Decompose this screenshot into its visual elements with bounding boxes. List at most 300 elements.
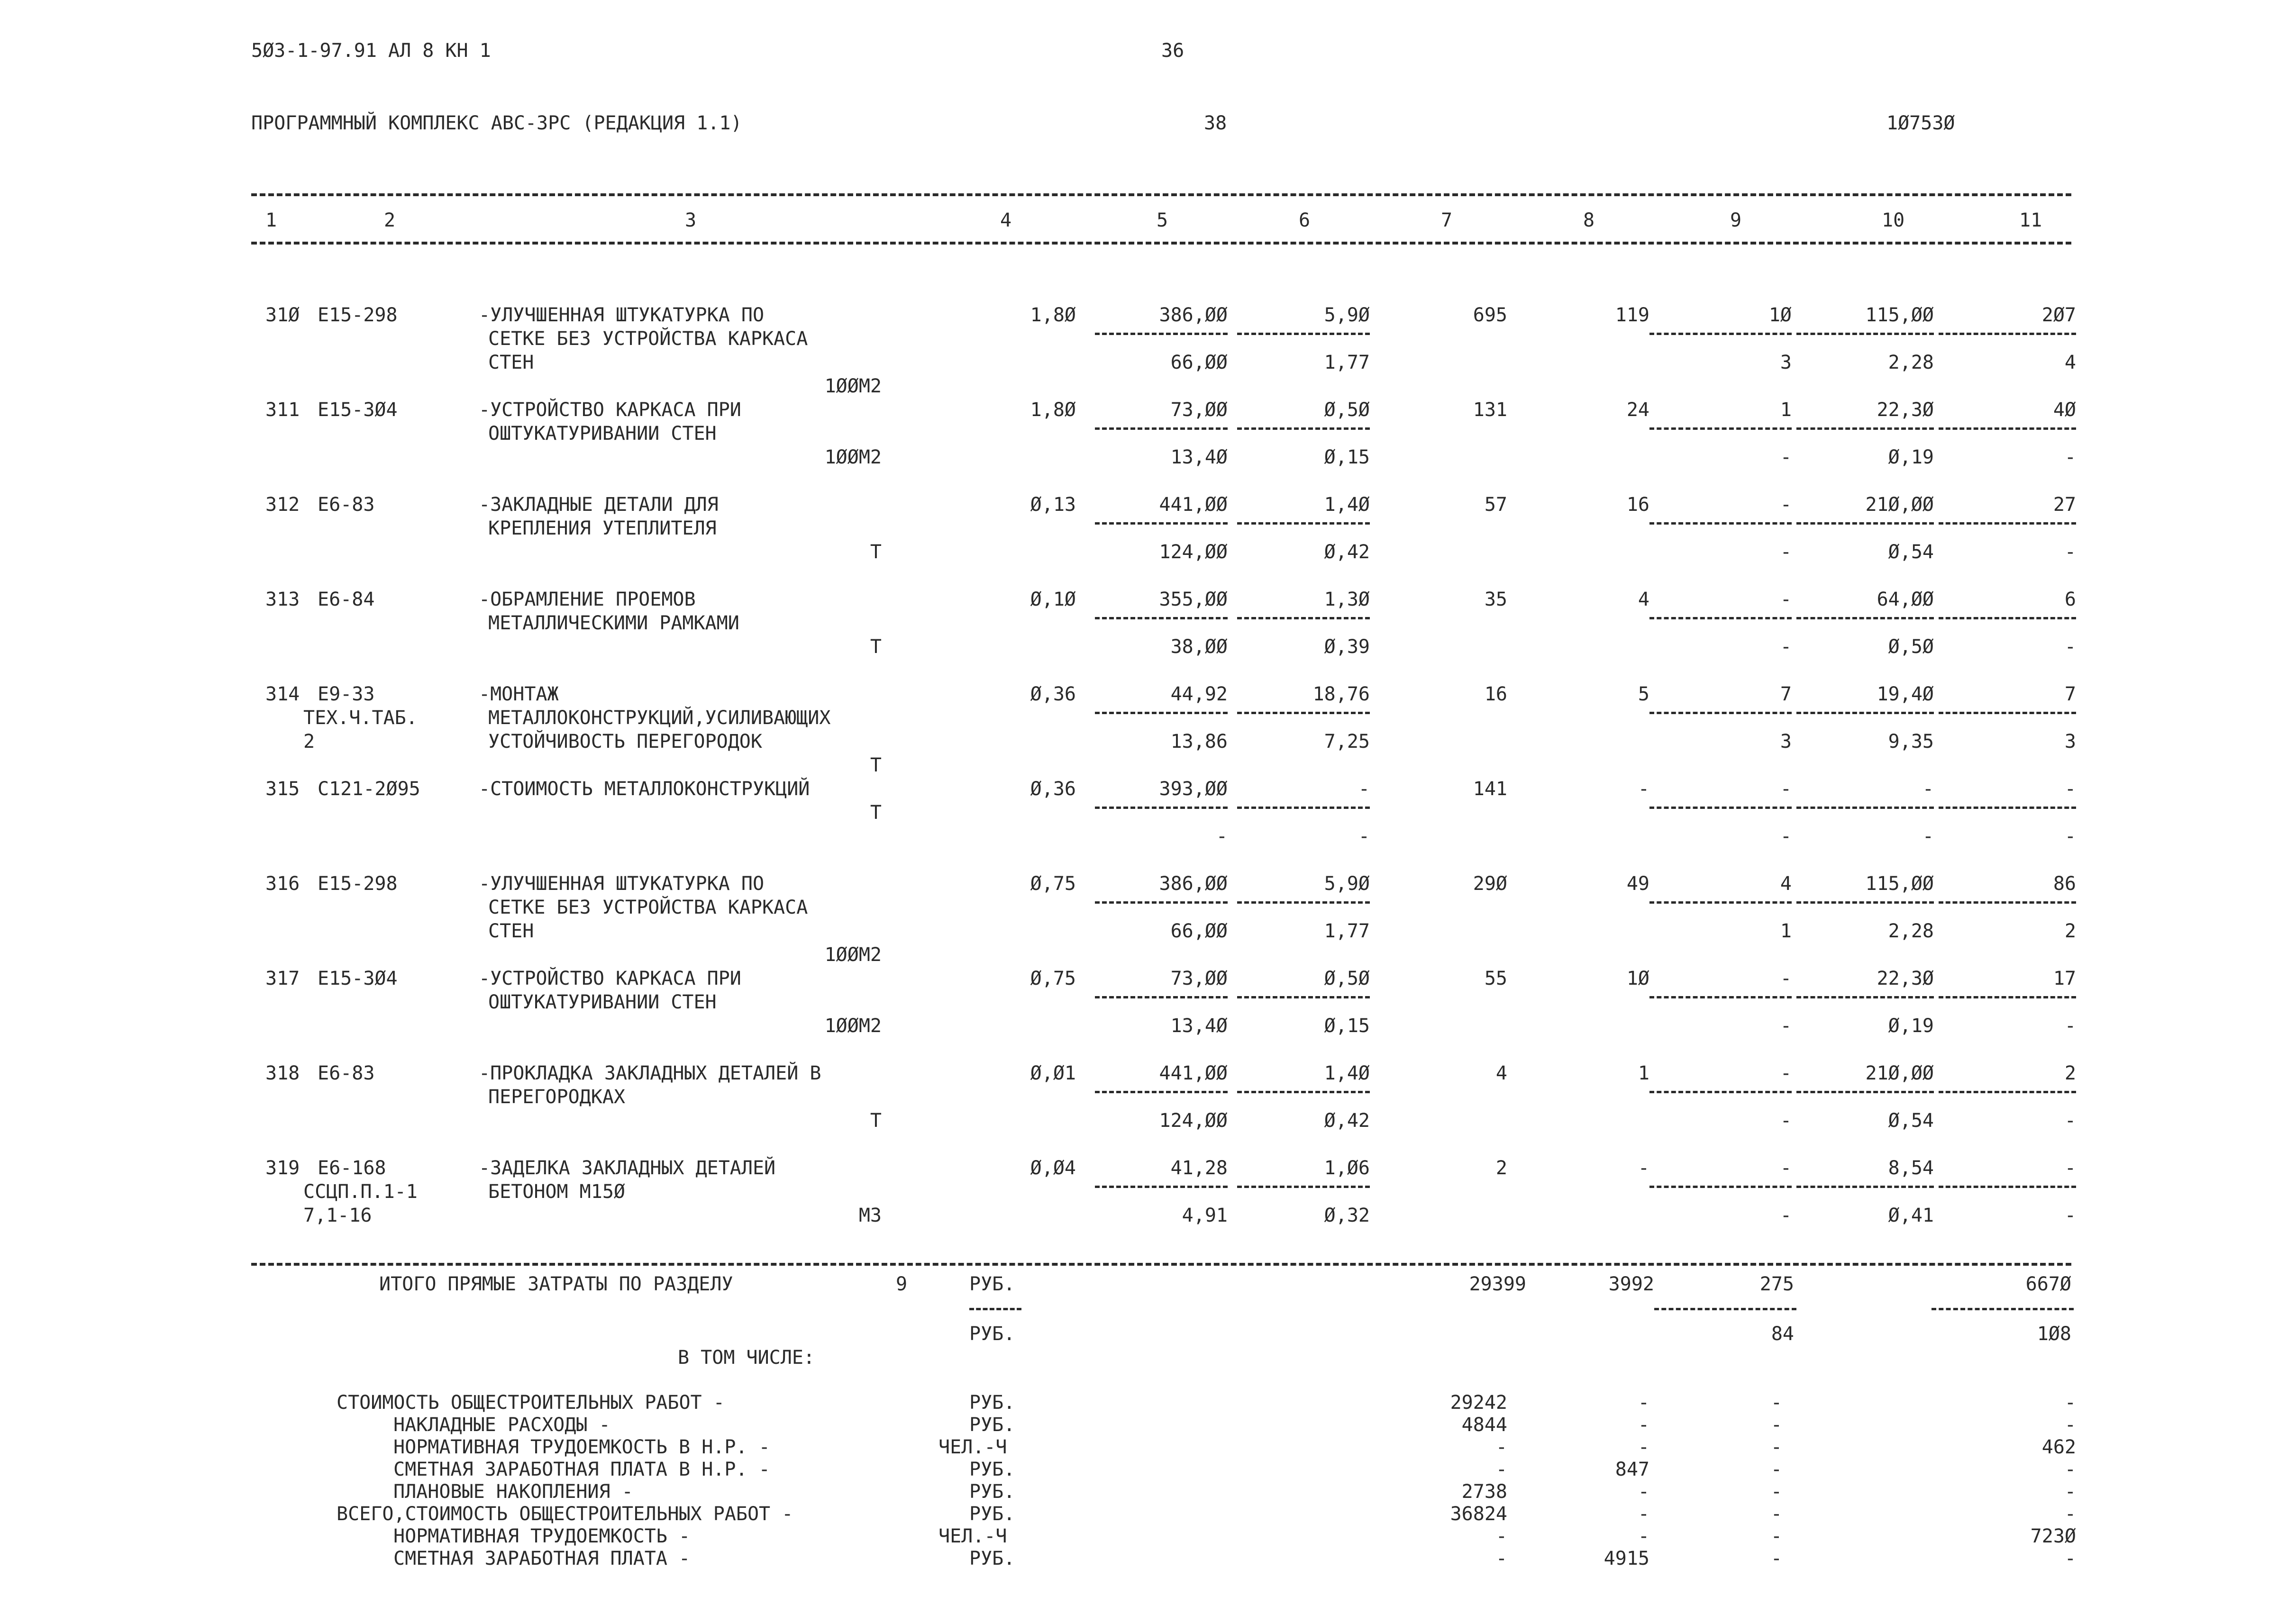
row-col7: 35 bbox=[1484, 589, 1507, 610]
row-col6-top: 1,Ø6 bbox=[1324, 1157, 1370, 1179]
row-description: БЕТОНОМ М15Ø bbox=[488, 1181, 625, 1203]
row-description: ПЕРЕГОРОДКАХ bbox=[488, 1086, 625, 1108]
row-col8: 4 bbox=[1638, 589, 1649, 610]
row-col8: 1Ø bbox=[1626, 968, 1649, 989]
row-quantity: Ø,Ø4 bbox=[1030, 1157, 1076, 1179]
row-col6-top: - bbox=[1358, 778, 1370, 800]
row-col10-top: 64,ØØ bbox=[1877, 589, 1934, 610]
row-col5-top: 73,ØØ bbox=[1170, 399, 1228, 421]
column-header-4: 4 bbox=[1000, 209, 1012, 231]
row-description: СЕТКЕ БЕЗ УСТРОЙСТВА КАРКАСА bbox=[488, 897, 808, 918]
row-col9-rule bbox=[1649, 901, 1792, 904]
row-number: 313 bbox=[265, 589, 300, 610]
row-col11-bottom: - bbox=[2064, 1205, 2076, 1226]
summary-col7: - bbox=[1495, 1436, 1507, 1458]
row-col9-top: 1Ø bbox=[1768, 304, 1792, 326]
row-quantity: Ø,75 bbox=[1030, 968, 1076, 989]
row-col10-bottom: Ø,41 bbox=[1888, 1205, 1934, 1226]
row-col10-bottom: 2,28 bbox=[1888, 920, 1934, 942]
row-description: СЕТКЕ БЕЗ УСТРОЙСТВА КАРКАСА bbox=[488, 328, 808, 350]
row-col6-top: Ø,5Ø bbox=[1324, 399, 1370, 421]
row-col10-rule bbox=[1796, 807, 1934, 809]
row-col11-rule bbox=[1939, 427, 2076, 430]
row-col9-bottom: 1 bbox=[1780, 920, 1792, 942]
row-unit: Т bbox=[870, 636, 882, 658]
row-col9-bottom: 3 bbox=[1780, 352, 1792, 373]
row-number: 314 bbox=[265, 683, 300, 705]
row-description: -ПРОКЛАДКА ЗАКЛАДНЫХ ДЕТАЛЕЙ В bbox=[479, 1062, 821, 1084]
row-col9-rule bbox=[1649, 996, 1792, 998]
row-col9-bottom: - bbox=[1780, 1015, 1792, 1037]
row-col10-top: 8,54 bbox=[1888, 1157, 1934, 1179]
row-col5-bottom: 4,91 bbox=[1182, 1205, 1228, 1226]
row-code: Е15-3Ø4 bbox=[318, 968, 398, 989]
row-col11-rule bbox=[1939, 807, 2076, 809]
row-col6-bottom: - bbox=[1358, 825, 1370, 847]
summary-col11: - bbox=[2064, 1414, 2076, 1436]
row-col9-top: 4 bbox=[1780, 873, 1792, 895]
row-col10-top: 19,4Ø bbox=[1877, 683, 1934, 705]
program-title: ПРОГРАММНЫЙ КОМПЛЕКС АВС-3РС (РЕДАКЦИЯ 1.1) bbox=[251, 112, 742, 134]
in-total-heading: В ТОМ ЧИСЛЕ: bbox=[678, 1347, 815, 1369]
row-col10-top: 115,ØØ bbox=[1865, 304, 1934, 326]
column-header-9: 9 bbox=[1730, 209, 1742, 231]
column-header-11: 11 bbox=[2019, 209, 2042, 231]
totals-col9-rule bbox=[1654, 1308, 1796, 1310]
totals-label: ИТОГО ПРЯМЫЕ ЗАТРАТЫ ПО РАЗДЕЛУ bbox=[379, 1273, 733, 1295]
row-code: 7,1-16 bbox=[303, 1205, 372, 1226]
summary-label: НАКЛАДНЫЕ РАСХОДЫ - bbox=[393, 1414, 610, 1436]
row-col5-top: 73,ØØ bbox=[1170, 968, 1228, 989]
summary-label: ВСЕГО,СТОИМОСТЬ ОБЩЕСТРОИТЕЛЬНЫХ РАБОТ - bbox=[337, 1503, 793, 1525]
summary-col8: - bbox=[1638, 1392, 1649, 1414]
row-col5-bottom: - bbox=[1216, 825, 1228, 847]
row-description: УСТОЙЧИВОСТЬ ПЕРЕГОРОДОК bbox=[488, 731, 762, 753]
summary-col9: - bbox=[1770, 1392, 1782, 1414]
summary-col9: - bbox=[1770, 1414, 1782, 1436]
row-col11-rule bbox=[1939, 901, 2076, 904]
row-description: -ЗАКЛАДНЫЕ ДЕТАЛИ ДЛЯ bbox=[479, 494, 719, 516]
row-col10-bottom: Ø,54 bbox=[1888, 1110, 1934, 1132]
row-quantity: 1,8Ø bbox=[1030, 304, 1076, 326]
row-number: 311 bbox=[265, 399, 300, 421]
row-description: -УЛУЧШЕННАЯ ШТУКАТУРКА ПО bbox=[479, 873, 765, 895]
row-col11-bottom: - bbox=[2064, 446, 2076, 468]
summary-col7: - bbox=[1495, 1459, 1507, 1480]
totals-unit: РУБ. bbox=[969, 1273, 1015, 1295]
row-col6-bottom: Ø,42 bbox=[1324, 541, 1370, 563]
row-col8: 119 bbox=[1615, 304, 1649, 326]
row-code: Е6-168 bbox=[318, 1157, 386, 1179]
row-col6-rule bbox=[1237, 901, 1370, 904]
row-col10-top: 21Ø,ØØ bbox=[1865, 1062, 1934, 1084]
row-col9-bottom: - bbox=[1780, 1205, 1792, 1226]
row-col9-rule bbox=[1649, 807, 1792, 809]
summary-col11: - bbox=[2064, 1503, 2076, 1525]
row-col11-top: 2 bbox=[2064, 1062, 2076, 1084]
row-col10-rule bbox=[1796, 1091, 1934, 1093]
row-code: Е15-3Ø4 bbox=[318, 399, 398, 421]
row-number: 31Ø bbox=[265, 304, 300, 326]
page-number-top: 36 bbox=[1161, 40, 1184, 62]
summary-unit: РУБ. bbox=[969, 1548, 1015, 1569]
summary-col7: 29242 bbox=[1450, 1392, 1507, 1414]
summary-col9: - bbox=[1770, 1459, 1782, 1480]
row-col5-bottom: 13,86 bbox=[1170, 731, 1228, 753]
row-col11-bottom: - bbox=[2064, 636, 2076, 658]
row-col5-bottom: 13,4Ø bbox=[1170, 1015, 1228, 1037]
row-col6-top: 5,9Ø bbox=[1324, 873, 1370, 895]
row-col6-bottom: 1,77 bbox=[1324, 920, 1370, 942]
row-description: СТЕН bbox=[488, 920, 534, 942]
row-col8: 49 bbox=[1626, 873, 1649, 895]
summary-unit: РУБ. bbox=[969, 1414, 1015, 1436]
row-col5-top: 355,ØØ bbox=[1159, 589, 1228, 610]
totals-unit-2: РУБ. bbox=[969, 1323, 1015, 1345]
totals-col11-rule bbox=[1932, 1308, 2074, 1310]
row-col10-rule bbox=[1796, 333, 1934, 335]
summary-col9: - bbox=[1770, 1525, 1782, 1547]
row-col6-bottom: Ø,39 bbox=[1324, 636, 1370, 658]
row-unit: 1ØØМ2 bbox=[824, 944, 882, 966]
row-col9-top: - bbox=[1780, 589, 1792, 610]
row-unit: 1ØØМ2 bbox=[824, 375, 882, 397]
row-col6-rule bbox=[1237, 996, 1370, 998]
row-description: -СТОИМОСТЬ МЕТАЛЛОКОНСТРУКЦИЙ bbox=[479, 778, 810, 800]
summary-col7: 4844 bbox=[1461, 1414, 1507, 1436]
summary-col11: - bbox=[2064, 1548, 2076, 1569]
row-quantity: Ø,36 bbox=[1030, 683, 1076, 705]
row-number: 315 bbox=[265, 778, 300, 800]
row-col11-rule bbox=[1939, 333, 2076, 335]
row-col5-rule bbox=[1095, 996, 1228, 998]
row-number: 316 bbox=[265, 873, 300, 895]
row-quantity: Ø,75 bbox=[1030, 873, 1076, 895]
row-col7: 131 bbox=[1473, 399, 1507, 421]
row-col9-top: - bbox=[1780, 1062, 1792, 1084]
row-col6-rule bbox=[1237, 1091, 1370, 1093]
row-description: СТЕН bbox=[488, 352, 534, 373]
row-col8: 5 bbox=[1638, 683, 1649, 705]
row-col5-rule bbox=[1095, 617, 1228, 619]
row-description: -ЗАДЕЛКА ЗАКЛАДНЫХ ДЕТАЛЕЙ bbox=[479, 1157, 776, 1179]
totals-col7: 29399 bbox=[1469, 1273, 1526, 1295]
row-col9-bottom: - bbox=[1780, 636, 1792, 658]
totals-col11: 667Ø bbox=[2025, 1273, 2071, 1295]
row-col10-rule bbox=[1796, 522, 1934, 525]
summary-label: СТОИМОСТЬ ОБЩЕСТРОИТЕЛЬНЫХ РАБОТ - bbox=[337, 1392, 725, 1414]
row-col11-bottom: - bbox=[2064, 1110, 2076, 1132]
row-col11-top: - bbox=[2064, 1157, 2076, 1179]
row-quantity: Ø,1Ø bbox=[1030, 589, 1076, 610]
row-col5-bottom: 66,ØØ bbox=[1170, 352, 1228, 373]
row-col9-bottom: - bbox=[1780, 825, 1792, 847]
row-unit: 1ØØМ2 bbox=[824, 1015, 882, 1037]
row-number: 319 bbox=[265, 1157, 300, 1179]
row-col5-rule bbox=[1095, 712, 1228, 714]
column-header-10: 10 bbox=[1882, 209, 1905, 231]
row-unit: Т bbox=[870, 802, 882, 824]
row-col11-rule bbox=[1939, 1091, 2076, 1093]
totals-section: 9 bbox=[896, 1273, 908, 1295]
row-col6-bottom: 7,25 bbox=[1324, 731, 1370, 753]
row-col11-top: 17 bbox=[2053, 968, 2076, 989]
row-col5-rule bbox=[1095, 333, 1228, 335]
row-col9-bottom: - bbox=[1780, 446, 1792, 468]
row-col9-top: - bbox=[1780, 778, 1792, 800]
row-col10-top: 22,3Ø bbox=[1877, 968, 1934, 989]
summary-col7: - bbox=[1495, 1525, 1507, 1547]
summary-unit: РУБ. bbox=[969, 1459, 1015, 1480]
row-col5-top: 386,ØØ bbox=[1159, 304, 1228, 326]
row-col6-top: 5,9Ø bbox=[1324, 304, 1370, 326]
row-col10-rule bbox=[1796, 901, 1934, 904]
column-header-8: 8 bbox=[1583, 209, 1595, 231]
row-col5-top: 386,ØØ bbox=[1159, 873, 1228, 895]
row-code: Е6-83 bbox=[318, 1062, 375, 1084]
row-col11-top: 6 bbox=[2064, 589, 2076, 610]
row-code: ТЕХ.Ч.ТАБ. bbox=[303, 707, 418, 729]
row-code: Е15-298 bbox=[318, 873, 398, 895]
row-quantity: Ø,Ø1 bbox=[1030, 1062, 1076, 1084]
row-col11-bottom: 3 bbox=[2064, 731, 2076, 753]
summary-col9: - bbox=[1770, 1548, 1782, 1569]
row-description: ОШТУКАТУРИВАНИИ СТЕН bbox=[488, 991, 717, 1013]
row-unit: Т bbox=[870, 541, 882, 563]
table-bottom-rule bbox=[251, 1263, 2071, 1266]
row-col6-rule bbox=[1237, 427, 1370, 430]
row-description: -УСТРОЙСТВО КАРКАСА ПРИ bbox=[479, 399, 741, 421]
summary-unit: РУБ. bbox=[969, 1392, 1015, 1414]
row-quantity: Ø,36 bbox=[1030, 778, 1076, 800]
row-col7: 57 bbox=[1484, 494, 1507, 516]
row-unit: Т bbox=[870, 1110, 882, 1132]
row-description: КРЕПЛЕНИЯ УТЕПЛИТЕЛЯ bbox=[488, 517, 717, 539]
row-col7: 695 bbox=[1473, 304, 1507, 326]
row-col11-rule bbox=[1939, 996, 2076, 998]
totals-col11-2: 1Ø8 bbox=[2037, 1323, 2071, 1345]
row-col9-bottom: 3 bbox=[1780, 731, 1792, 753]
row-code: Е9-33 bbox=[318, 683, 375, 705]
row-col11-top: 7 bbox=[2064, 683, 2076, 705]
row-col9-top: 7 bbox=[1780, 683, 1792, 705]
row-col6-top: 1,4Ø bbox=[1324, 1062, 1370, 1084]
row-col9-top: - bbox=[1780, 1157, 1792, 1179]
row-description: -УСТРОЙСТВО КАРКАСА ПРИ bbox=[479, 968, 741, 989]
row-col11-rule bbox=[1939, 522, 2076, 525]
row-code: Е6-84 bbox=[318, 589, 375, 610]
row-quantity: Ø,13 bbox=[1030, 494, 1076, 516]
row-col10-top: 22,3Ø bbox=[1877, 399, 1934, 421]
document-code: 5Ø3-1-97.91 АЛ 8 КН 1 bbox=[251, 40, 491, 62]
summary-col11: - bbox=[2064, 1459, 2076, 1480]
row-code: Е6-83 bbox=[318, 494, 375, 516]
summary-col8: - bbox=[1638, 1525, 1649, 1547]
row-description: -УЛУЧШЕННАЯ ШТУКАТУРКА ПО bbox=[479, 304, 765, 326]
summary-col7: 36824 bbox=[1450, 1503, 1507, 1525]
row-col11-bottom: 4 bbox=[2064, 352, 2076, 373]
table-top-rule bbox=[251, 193, 2071, 196]
row-col9-rule bbox=[1649, 617, 1792, 619]
summary-label: СМЕТНАЯ ЗАРАБОТНАЯ ПЛАТА - bbox=[393, 1548, 691, 1569]
page-number: 38 bbox=[1204, 112, 1227, 134]
summary-col8: 847 bbox=[1615, 1459, 1649, 1480]
row-description: ОШТУКАТУРИВАНИИ СТЕН bbox=[488, 423, 717, 444]
row-col9-bottom: - bbox=[1780, 541, 1792, 563]
totals-col9: 275 bbox=[1759, 1273, 1794, 1295]
row-col6-bottom: 1,77 bbox=[1324, 352, 1370, 373]
row-col6-rule bbox=[1237, 617, 1370, 619]
column-header-7: 7 bbox=[1441, 209, 1453, 231]
row-col11-top: 2Ø7 bbox=[2041, 304, 2076, 326]
row-col10-rule bbox=[1796, 617, 1934, 619]
table-header-rule bbox=[251, 242, 2071, 245]
summary-col7: 2738 bbox=[1461, 1481, 1507, 1503]
row-col5-rule bbox=[1095, 807, 1228, 809]
row-col6-bottom: Ø,42 bbox=[1324, 1110, 1370, 1132]
row-col7: 2 bbox=[1495, 1157, 1507, 1179]
row-number: 312 bbox=[265, 494, 300, 516]
row-col10-rule bbox=[1796, 712, 1934, 714]
row-description: -МОНТАЖ bbox=[479, 683, 559, 705]
document-id: 1Ø753Ø bbox=[1886, 112, 1955, 134]
row-col6-rule bbox=[1237, 807, 1370, 809]
row-number: 317 bbox=[265, 968, 300, 989]
row-col10-top: - bbox=[1922, 778, 1934, 800]
row-col9-rule bbox=[1649, 427, 1792, 430]
summary-label: ПЛАНОВЫЕ НАКОПЛЕНИЯ - bbox=[393, 1481, 633, 1503]
row-col6-bottom: Ø,15 bbox=[1324, 446, 1370, 468]
row-code: Е15-298 bbox=[318, 304, 398, 326]
row-col5-top: 441,ØØ bbox=[1159, 494, 1228, 516]
row-col8: - bbox=[1638, 1157, 1649, 1179]
row-col5-rule bbox=[1095, 1186, 1228, 1188]
row-col11-rule bbox=[1939, 712, 2076, 714]
row-col5-bottom: 124,ØØ bbox=[1159, 541, 1228, 563]
row-col11-bottom: - bbox=[2064, 825, 2076, 847]
row-col6-top: 1,3Ø bbox=[1324, 589, 1370, 610]
summary-unit: ЧЕЛ.-Ч bbox=[938, 1525, 1007, 1547]
row-number: 318 bbox=[265, 1062, 300, 1084]
row-col5-top: 441,ØØ bbox=[1159, 1062, 1228, 1084]
row-col11-bottom: - bbox=[2064, 1015, 2076, 1037]
row-col9-top: 1 bbox=[1780, 399, 1792, 421]
row-col11-top: 27 bbox=[2053, 494, 2076, 516]
row-col5-bottom: 13,4Ø bbox=[1170, 446, 1228, 468]
row-col10-bottom: Ø,19 bbox=[1888, 1015, 1934, 1037]
row-col5-top: 44,92 bbox=[1170, 683, 1228, 705]
column-header-5: 5 bbox=[1157, 209, 1168, 231]
summary-unit: ЧЕЛ.-Ч bbox=[938, 1436, 1007, 1458]
row-col11-bottom: 2 bbox=[2064, 920, 2076, 942]
row-unit: М3 bbox=[858, 1205, 882, 1226]
column-header-2: 2 bbox=[384, 209, 396, 231]
row-col10-bottom: Ø,19 bbox=[1888, 446, 1934, 468]
row-col8: 1 bbox=[1638, 1062, 1649, 1084]
summary-col9: - bbox=[1770, 1503, 1782, 1525]
row-col7: 16 bbox=[1484, 683, 1507, 705]
row-col10-bottom: Ø,54 bbox=[1888, 541, 1934, 563]
row-col9-top: - bbox=[1780, 968, 1792, 989]
row-col7: 29Ø bbox=[1473, 873, 1507, 895]
row-col5-rule bbox=[1095, 901, 1228, 904]
summary-col7: - bbox=[1495, 1548, 1507, 1569]
row-col9-rule bbox=[1649, 1186, 1792, 1188]
summary-col11: 462 bbox=[2041, 1436, 2076, 1458]
summary-col11: 723Ø bbox=[2030, 1525, 2076, 1547]
row-col9-rule bbox=[1649, 1091, 1792, 1093]
summary-label: НОРМАТИВНАЯ ТРУДОЕМКОСТЬ - bbox=[393, 1525, 691, 1547]
summary-col9: - bbox=[1770, 1481, 1782, 1503]
row-col10-rule bbox=[1796, 427, 1934, 430]
row-col9-top: - bbox=[1780, 494, 1792, 516]
row-col5-rule bbox=[1095, 522, 1228, 525]
row-col8: - bbox=[1638, 778, 1649, 800]
summary-col8: - bbox=[1638, 1481, 1649, 1503]
row-col6-top: 18,76 bbox=[1312, 683, 1370, 705]
row-col6-bottom: Ø,32 bbox=[1324, 1205, 1370, 1226]
row-quantity: 1,8Ø bbox=[1030, 399, 1076, 421]
row-description: МЕТАЛЛОКОНСТРУКЦИЙ,УСИЛИВАЮЩИХ bbox=[488, 707, 831, 729]
row-col10-bottom: Ø,5Ø bbox=[1888, 636, 1934, 658]
row-col6-rule bbox=[1237, 333, 1370, 335]
row-description: МЕТАЛЛИЧЕСКИМИ РАМКАМИ bbox=[488, 612, 739, 634]
summary-col11: - bbox=[2064, 1392, 2076, 1414]
row-col10-bottom: 2,28 bbox=[1888, 352, 1934, 373]
row-col5-rule bbox=[1095, 427, 1228, 430]
summary-col8: - bbox=[1638, 1436, 1649, 1458]
row-col11-top: - bbox=[2064, 778, 2076, 800]
summary-unit: РУБ. bbox=[969, 1481, 1015, 1503]
row-col11-rule bbox=[1939, 617, 2076, 619]
totals-col9-2: 84 bbox=[1771, 1323, 1794, 1345]
row-col11-top: 4Ø bbox=[2053, 399, 2076, 421]
row-col8: 24 bbox=[1626, 399, 1649, 421]
row-col10-rule bbox=[1796, 1186, 1934, 1188]
row-col5-top: 393,ØØ bbox=[1159, 778, 1228, 800]
summary-col8: 4915 bbox=[1604, 1548, 1649, 1569]
summary-label: СМЕТНАЯ ЗАРАБОТНАЯ ПЛАТА В Н.Р. - bbox=[393, 1459, 770, 1480]
row-col11-rule bbox=[1939, 1186, 2076, 1188]
row-col6-rule bbox=[1237, 712, 1370, 714]
row-col10-bottom: - bbox=[1922, 825, 1934, 847]
row-code: 2 bbox=[303, 731, 315, 753]
summary-col8: - bbox=[1638, 1503, 1649, 1525]
row-col10-top: 115,ØØ bbox=[1865, 873, 1934, 895]
summary-label: НОРМАТИВНАЯ ТРУДОЕМКОСТЬ В Н.Р. - bbox=[393, 1436, 770, 1458]
row-col7: 141 bbox=[1473, 778, 1507, 800]
row-col6-top: 1,4Ø bbox=[1324, 494, 1370, 516]
column-header-3: 3 bbox=[685, 209, 697, 231]
row-code: ССЦП.П.1-1 bbox=[303, 1181, 418, 1203]
row-unit: 1ØØМ2 bbox=[824, 446, 882, 468]
row-code: С121-2Ø95 bbox=[318, 778, 420, 800]
row-col9-rule bbox=[1649, 333, 1792, 335]
row-col9-rule bbox=[1649, 712, 1792, 714]
row-col11-bottom: - bbox=[2064, 541, 2076, 563]
row-col10-rule bbox=[1796, 996, 1934, 998]
summary-unit: РУБ. bbox=[969, 1503, 1015, 1525]
row-col5-bottom: 38,ØØ bbox=[1170, 636, 1228, 658]
totals-unit-rule bbox=[969, 1308, 1021, 1310]
summary-col11: - bbox=[2064, 1481, 2076, 1503]
row-col9-bottom: - bbox=[1780, 1110, 1792, 1132]
row-unit: Т bbox=[870, 754, 882, 776]
row-col5-bottom: 124,ØØ bbox=[1159, 1110, 1228, 1132]
column-header-1: 1 bbox=[265, 209, 277, 231]
row-col6-rule bbox=[1237, 522, 1370, 525]
row-col6-top: Ø,5Ø bbox=[1324, 968, 1370, 989]
